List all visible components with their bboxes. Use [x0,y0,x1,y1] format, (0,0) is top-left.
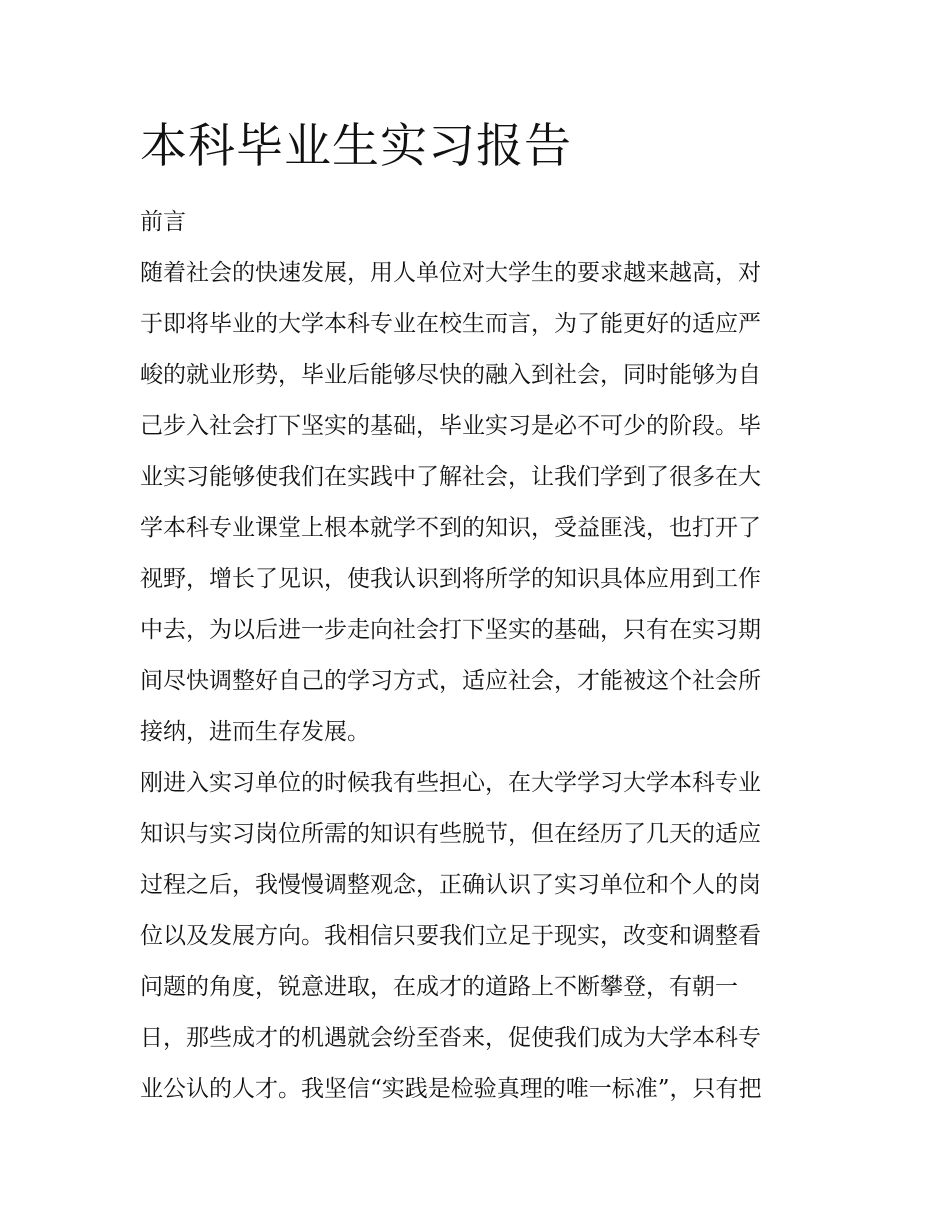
body-line: 知识与实习岗位所需的知识有些脱节，但在经历了几天的适应 [140,821,761,847]
body-line: 峻的就业形势，毕业后能够尽快的融入到社会，同时能够为自 [140,362,761,388]
document-title: 本科毕业生实习报告 [140,119,572,174]
body-line: 学本科专业课堂上根本就学不到的知识，受益匪浅，也打开了 [140,515,761,541]
body-line: 业实习能够使我们在实践中了解社会，让我们学到了很多在大 [140,464,761,490]
body-line: 业公认的人才。我坚信“实践是检验真理的唯一标准”，只有把 [140,1076,762,1102]
body-line: 随着社会的快速发展，用人单位对大学生的要求越来越高，对 [140,260,761,286]
section-heading-preface: 前言 [140,209,186,235]
body-line: 刚进入实习单位的时候我有些担心，在大学学习大学本科专业 [140,770,761,796]
body-line: 接纳，进而生存发展。 [140,719,370,745]
body-line: 于即将毕业的大学本科专业在校生而言，为了能更好的适应严 [140,311,761,337]
body-line: 间尽快调整好自己的学习方式，适应社会，才能被这个社会所 [140,668,761,694]
body-line: 视野，增长了见识，使我认识到将所学的知识具体应用到工作 [140,566,761,592]
body-line: 中去，为以后进一步走向社会打下坚实的基础，只有在实习期 [140,617,761,643]
body-line: 位以及发展方向。我相信只要我们立足于现实，改变和调整看 [140,923,761,949]
body-line: 过程之后，我慢慢调整观念，正确认识了实习单位和个人的岗 [140,872,761,898]
body-line: 己步入社会打下坚实的基础，毕业实习是必不可少的阶段。毕 [140,413,761,439]
body-line: 日，那些成才的机遇就会纷至沓来，促使我们成为大学本科专 [140,1025,761,1051]
body-line: 问题的角度，锐意进取，在成才的道路上不断攀登，有朝一 [140,974,738,1000]
